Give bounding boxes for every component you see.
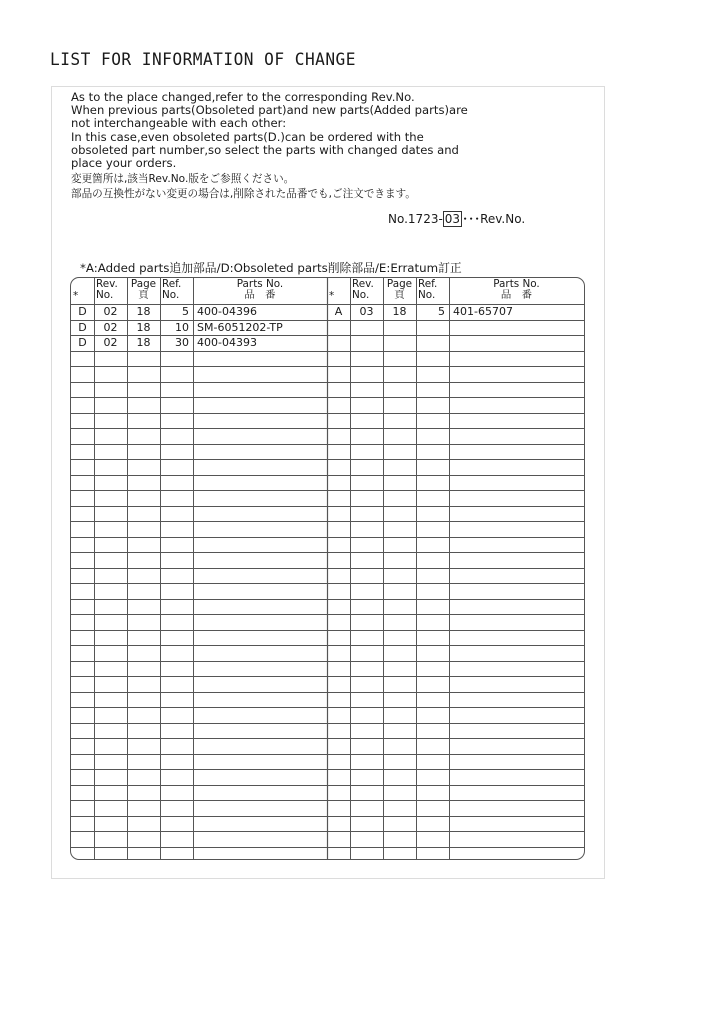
row-page: 18 — [136, 320, 151, 334]
row-part-number: SM-6051202-TP — [197, 320, 283, 334]
header-ref-line1: Ref. — [162, 278, 182, 290]
table-grid — [71, 278, 584, 859]
revision-value: 03 — [444, 212, 461, 226]
header-ref-line2: No. — [418, 289, 436, 301]
header-ref-left — [160, 279, 193, 301]
header-rev-line1: Rev. — [352, 278, 374, 290]
intro-jp-line: 部品の互換性がない変更の場合は,削除された品番でも,ご注文できます。 — [71, 188, 416, 200]
header-rev-right — [350, 279, 383, 301]
header-ref-line1: Ref. — [418, 278, 438, 290]
row-part-number: 401-65707 — [453, 305, 513, 318]
row-rev: 02 — [103, 305, 118, 318]
header-star-right: * — [329, 290, 335, 302]
row-rev: 02 — [103, 336, 118, 349]
row-page: 18 — [136, 305, 151, 318]
row-part-number: 400-04396 — [197, 305, 257, 318]
intro-line: When previous parts(Obsoleted part)and new parts(Added parts)are — [71, 103, 468, 118]
legend: *A:Added parts追加部品/D:Obsoleted parts削除部品/E:Erratum訂正 — [80, 261, 462, 275]
row-page: 18 — [136, 336, 151, 349]
header-parts-right — [449, 279, 584, 301]
header-parts-line1: Parts No. — [493, 278, 540, 290]
header-rev-line1: Rev. — [96, 278, 118, 290]
row-page: 18 — [392, 305, 407, 318]
intro-jp-line: 変更箇所は,該当Rev.No.版をご参照ください。 — [71, 173, 295, 185]
header-rev-line2: No. — [96, 289, 114, 301]
header-ref-right — [416, 279, 449, 301]
row-type: D — [78, 320, 87, 334]
revision-number — [388, 210, 525, 227]
row-rev: 03 — [359, 305, 374, 318]
header-page-line2: 頁 — [138, 289, 149, 301]
header-parts-left — [193, 279, 327, 301]
header-page-right — [383, 279, 416, 301]
header-parts-line2: 品 番 — [500, 289, 533, 301]
header-rev-line2: No. — [352, 289, 370, 301]
header-parts-line2: 品 番 — [244, 289, 276, 301]
header-star-left: * — [73, 290, 79, 302]
row-type: D — [78, 336, 87, 349]
row-ref: 10 — [175, 320, 189, 334]
intro-english — [71, 91, 468, 170]
intro-line: place your orders. — [71, 156, 177, 171]
row-type: D — [78, 305, 87, 318]
header-parts-line1: Parts No. — [236, 278, 284, 290]
intro-line: In this case,even obsoleted parts(D.)can be ordered with the — [71, 129, 424, 144]
change-table — [70, 277, 585, 860]
row-ref: 30 — [175, 336, 189, 349]
header-page-left — [127, 279, 160, 301]
row-part-number: 400-04393 — [197, 336, 257, 349]
revision-suffix: ･･･Rev.No. — [462, 212, 526, 226]
row-type: A — [334, 305, 343, 318]
row-ref: 5 — [182, 305, 189, 318]
header-rev-left — [94, 279, 127, 301]
intro-japanese — [71, 172, 416, 202]
header-page-line1: Page — [130, 278, 157, 290]
intro-line: not interchangeable with each other: — [71, 116, 287, 131]
header-ref-line2: No. — [162, 289, 180, 301]
header-page-line2: 頁 — [394, 289, 405, 301]
row-rev: 02 — [103, 320, 118, 334]
revision-prefix: No.1723- — [388, 212, 443, 226]
intro-line: As to the place changed,refer to the corresponding Rev.No. — [71, 90, 415, 104]
header-page-line1: Page — [386, 278, 413, 290]
page-title: LIST FOR INFORMATION OF CHANGE — [50, 50, 356, 70]
intro-line: obsoleted part number,so select the parts with changed dates and — [71, 142, 459, 157]
row-ref: 5 — [438, 305, 445, 318]
